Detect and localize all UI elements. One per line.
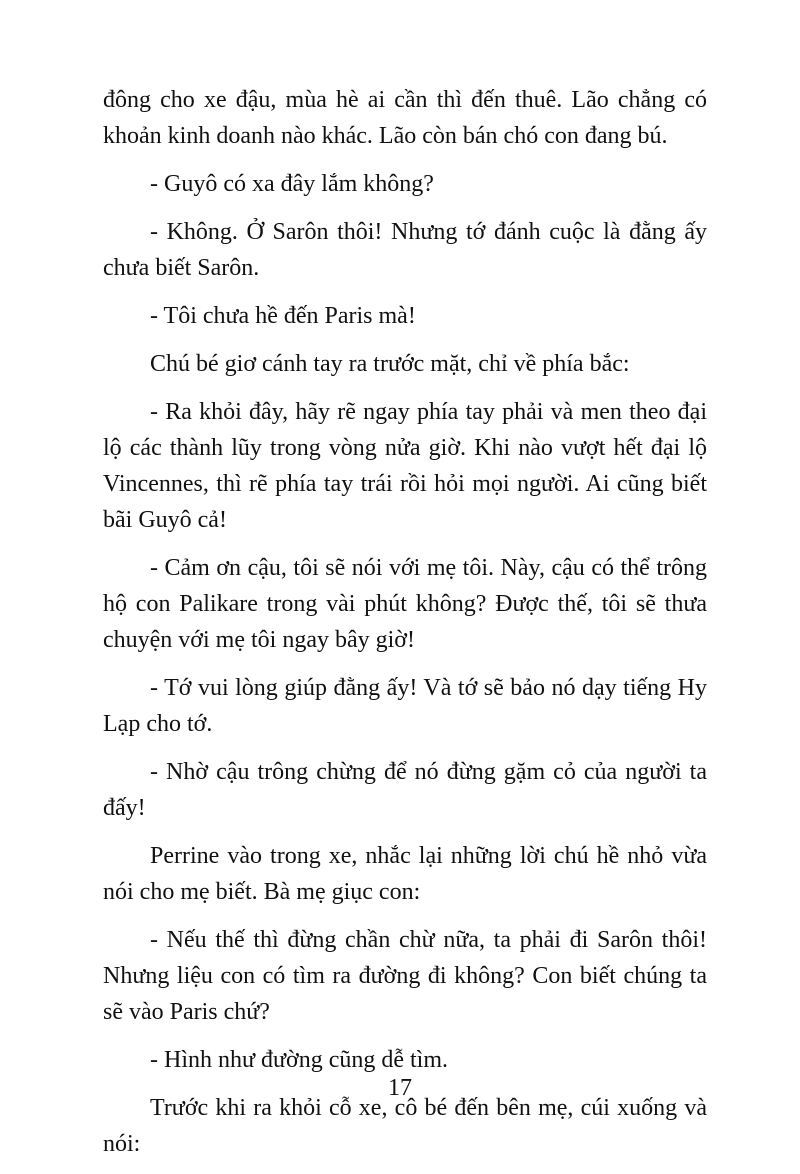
paragraph-5: Chú bé giơ cánh tay ra trước mặt, chỉ về phía bắc:	[150, 351, 630, 377]
paragraph-9: - Nhờ cậu trông chừng để nó đừng gặm cỏ của người ta đấy!	[103, 759, 707, 821]
paragraph-2: - Guyô có xa đây lắm không?	[150, 171, 434, 197]
paragraph-4: - Tôi chưa hề đến Paris mà!	[150, 303, 416, 329]
paragraph-6: - Ra khỏi đây, hãy rẽ ngay phía tay phải và men theo đại lộ các thành lũy trong vòng nửa giờ. Khi nào vượt hết đại lộ Vincennes, thì rẽ phía tay trái rồi hỏi mọi người. Ai cũng biết bãi Guyô cả!	[103, 399, 707, 533]
paragraph-10: Perrine vào trong xe, nhắc lại những lời chú hề nhỏ vừa nói cho mẹ biết. Bà mẹ giục con:	[103, 843, 707, 905]
paragraph-12: - Hình như đường cũng dễ tìm.	[150, 1047, 449, 1073]
paragraph-13: Trước khi ra khỏi cỗ xe, cô bé đến bên mẹ, cúi xuống và nói:	[103, 1095, 707, 1157]
paragraph-7: - Cảm ơn cậu, tôi sẽ nói với mẹ tôi. Này, cậu có thể trông hộ con Palikare trong vài phút không? Được thế, tôi sẽ thưa chuyện với mẹ tôi ngay bây giờ!	[103, 555, 707, 653]
paragraph-3: - Không. Ở Sarôn thôi! Nhưng tớ đánh cuộc là đằng ấy chưa biết Sarôn.	[103, 219, 707, 281]
paragraph-11: - Nếu thế thì đừng chần chừ nữa, ta phải đi Sarôn thôi! Nhưng liệu con có tìm ra đường đi không? Con biết chúng ta sẽ vào Paris chứ?	[103, 927, 707, 1025]
paragraph-8: - Tớ vui lòng giúp đằng ấy! Và tớ sẽ bảo nó dạy tiếng Hy Lạp cho tớ.	[103, 675, 707, 737]
body-text	[103, 82, 707, 1174]
paragraph-1: đông cho xe đậu, mùa hè ai cần thì đến thuê. Lão chẳng có khoản kinh doanh nào khác. Lão còn bán chó con đang bú.	[103, 87, 707, 149]
page-number: 17	[388, 1075, 412, 1101]
